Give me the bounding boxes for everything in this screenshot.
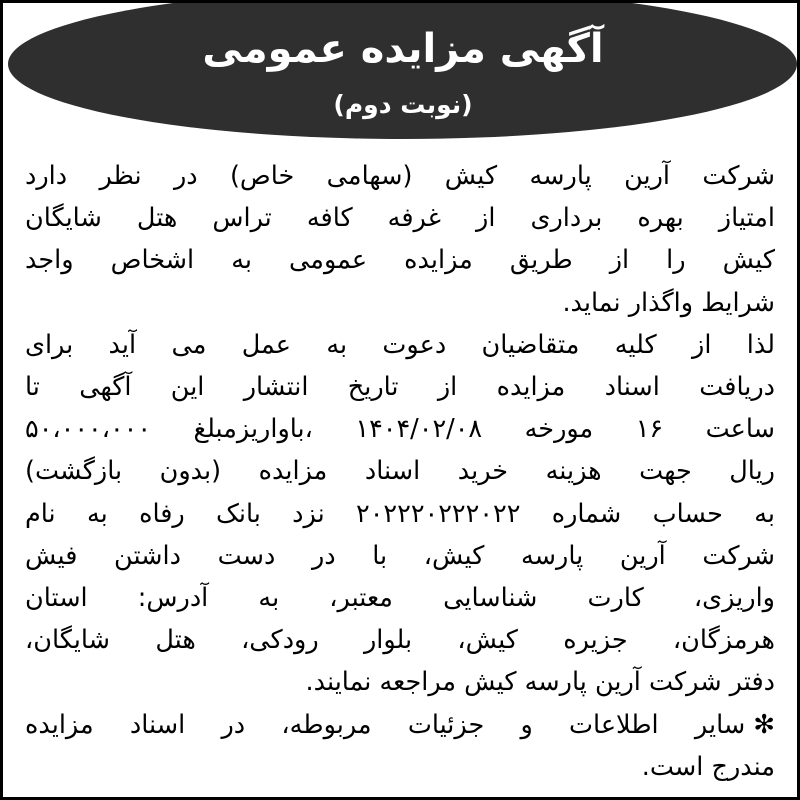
announcement-body — [25, 155, 775, 788]
body-line-13: دفتر شرکت آرین پارسه کیش مراجعه نمایند. — [305, 667, 775, 698]
body-line-10: شرکت آرین پارسه کیش، با در دست داشتن فیش — [25, 540, 775, 571]
body-line-3: کیش را از طریق مزایده عمومی به اشخاص واجد — [25, 245, 775, 276]
page-subtitle: (نوبت دوم) — [333, 90, 473, 119]
body-line-6: دریافت اسناد مزایده از تاریخ انتشار این آگهی تا — [25, 371, 775, 402]
page-title: آگهی مزایده عمومی — [202, 26, 604, 72]
body-line-9: به حساب شماره ۲۰۲۲۲۰۲۲۲۰۲۲ نزد بانک رفاه به نام — [25, 498, 775, 529]
body-line-2: امتیاز بهره برداری از غرفه کافه تراس هتل شایگان — [25, 203, 775, 234]
body-line-8: ریال جهت هزینه خرید اسناد مزایده (بدون بازگشت) — [25, 456, 775, 487]
body-line-5: لذا از کلیه متقاضیان دعوت به عمل می آید برای — [25, 329, 775, 360]
note-line-2: مندرج است. — [641, 751, 775, 782]
body-line-11: واریزی، کارت شناسایی معتبر، به آدرس: استان — [25, 582, 775, 613]
body-line-1: شرکت آرین پارسه کیش (سهامی خاص) در نظر دارد — [25, 161, 775, 191]
note-line-1 — [25, 703, 775, 745]
body-line-12: هرمزگان، جزیره کیش، بلوار رودکی، هتل شایگان، — [25, 625, 775, 656]
body-line-7: ساعت ۱۶ مورخه ۱۴۰۴/۰۲/۰۸ ،باواریزمبلغ ۵۰،۰۰۰،۰۰۰ — [25, 414, 775, 445]
asterisk-icon: ✻ — [753, 709, 775, 740]
note-text-1: سایر اطلاعات و جزئیات مربوطه، در اسناد مزایده — [25, 709, 746, 740]
body-line-4: شرایط واگذار نماید. — [562, 287, 775, 318]
